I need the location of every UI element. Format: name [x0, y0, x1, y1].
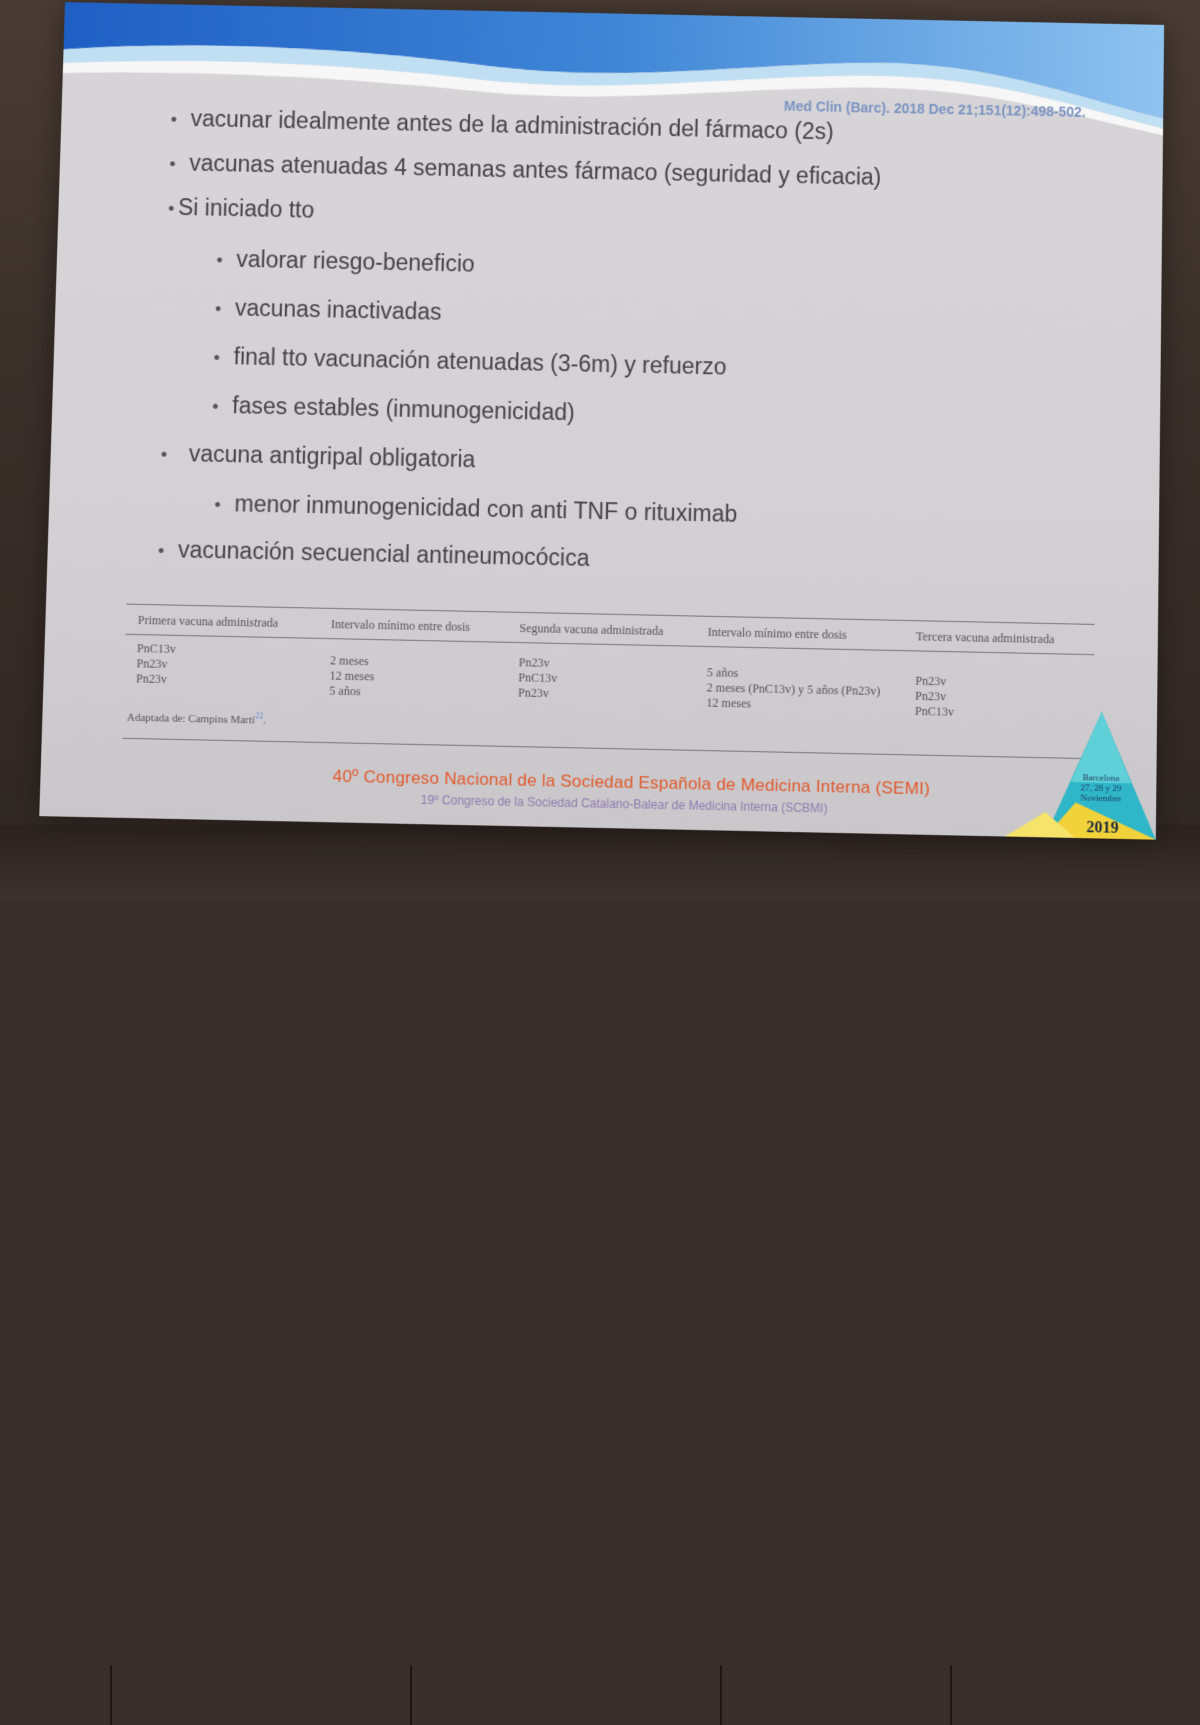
bullet-dot-icon: • [214, 494, 222, 516]
bullet-item [168, 194, 1145, 243]
table-column [706, 653, 915, 719]
bullet-text: final tto vacunación atenuadas (3-6m) y refuerzo [233, 343, 727, 380]
bullet-dot-icon: • [169, 154, 176, 175]
bullet-dot-icon: • [216, 250, 223, 271]
logo-month: Noviembre [1080, 792, 1122, 804]
table-column [518, 649, 708, 715]
wall-panel-seam [110, 1665, 112, 1725]
table-source-note: Adaptada de: Campins Martí$^{22}$. [126, 711, 266, 727]
table-cell: PnC13v [136, 641, 177, 657]
table-cell: Pn23v [135, 671, 168, 687]
bullet-dot-icon: • [160, 444, 168, 465]
bullet-text: vacunas inactivadas [234, 294, 442, 325]
table-cell: Pn23v [517, 685, 549, 701]
bullet-item [160, 440, 1141, 490]
table-cell: PnC13v [914, 703, 954, 719]
bullet-dot-icon: • [170, 109, 178, 130]
bullet-dot-icon: • [167, 198, 175, 219]
table-header-cell: Intervalo mínimo entre dosis [707, 624, 847, 642]
table-cell: Pn23v [915, 688, 947, 704]
bullet-dot-icon: • [214, 299, 222, 320]
bullet-list [157, 105, 1145, 602]
bullet-item [169, 149, 1145, 198]
table-cell: Pn23v [518, 655, 550, 670]
wall-panel-seam [950, 1665, 952, 1725]
table-cell: 12 meses [706, 695, 752, 711]
vaccine-schedule-table [122, 604, 1095, 759]
bullet-text: Si iniciado tto [177, 194, 315, 223]
bullet-text: menor inmunogenicidad con anti TNF o rituximab [234, 490, 738, 527]
bullet-dot-icon: • [213, 347, 221, 368]
sub-bullet-item [165, 293, 1143, 342]
bullet-text: vacunación secuencial antineumocócica [177, 536, 590, 572]
table-column [123, 641, 330, 707]
projected-slide [39, 2, 1164, 840]
table-cell: 2 meses [329, 653, 369, 669]
sub-bullet-item [163, 342, 1142, 391]
logo-city: Barcelona [1082, 772, 1120, 784]
table-source-ref: 22 [254, 711, 264, 721]
congress-title: 40º Congreso Nacional de la Sociedad Española de Medicina Interna (SEMI) [332, 766, 931, 799]
table-header-cell: Tercera vacuna administrada [915, 629, 1055, 647]
congress-logo [1005, 710, 1158, 840]
table-cell: 5 años [706, 665, 739, 680]
wall-panel-seam [720, 1665, 722, 1725]
table-header-cell: Segunda vacuna administrada [519, 620, 664, 639]
bullet-text: fases estables (inmunogenicidad) [231, 392, 576, 426]
bullet-dot-icon: • [157, 540, 165, 562]
table-cell: 5 años [329, 683, 361, 699]
table-header-cell: Intervalo mínimo entre dosis [330, 616, 471, 634]
table-cell: Pn23v [915, 673, 947, 689]
logo-dates: 27, 28 y 29 [1080, 782, 1122, 794]
sub-bullet-item [162, 391, 1142, 440]
logo-year: 2019 [1086, 818, 1119, 837]
table-cell: Pn23v [136, 656, 168, 671]
wall-panel-seam [410, 1665, 412, 1725]
table-column [329, 645, 519, 711]
bullet-text: vacunas atenuadas 4 semanas antes fármaco (seguridad y eficacia) [188, 149, 882, 190]
citation: Med Clin (Barc). 2018 Dec 21;151(12):498-502. [783, 97, 1086, 120]
congress-subtitle: 19º Congreso de la Sociedad Catalano-Balear de Medicina Interna (SCBMI) [420, 792, 828, 816]
table-cell: 2 meses (PnC13v) y 5 años (Pn23v) [706, 680, 881, 699]
table-cell: PnC13v [518, 670, 558, 686]
bullet-text: valorar riesgo-beneficio [236, 245, 475, 277]
sub-bullet-item [159, 489, 1141, 539]
logo-text [1066, 772, 1137, 804]
bullet-dot-icon: • [211, 396, 219, 417]
sub-bullet-item [166, 244, 1144, 293]
table-source-text: Adaptada de: Campins Martí [126, 711, 256, 727]
bullet-item [158, 536, 1141, 586]
bullet-text: vacunar idealmente antes de la administración del fármaco (2s) [190, 105, 834, 145]
table-header-cell: Primera vacuna administrada [137, 612, 279, 630]
bullet-text: vacuna antigripal obligatoria [188, 440, 476, 473]
table-cell: 12 meses [329, 668, 375, 684]
